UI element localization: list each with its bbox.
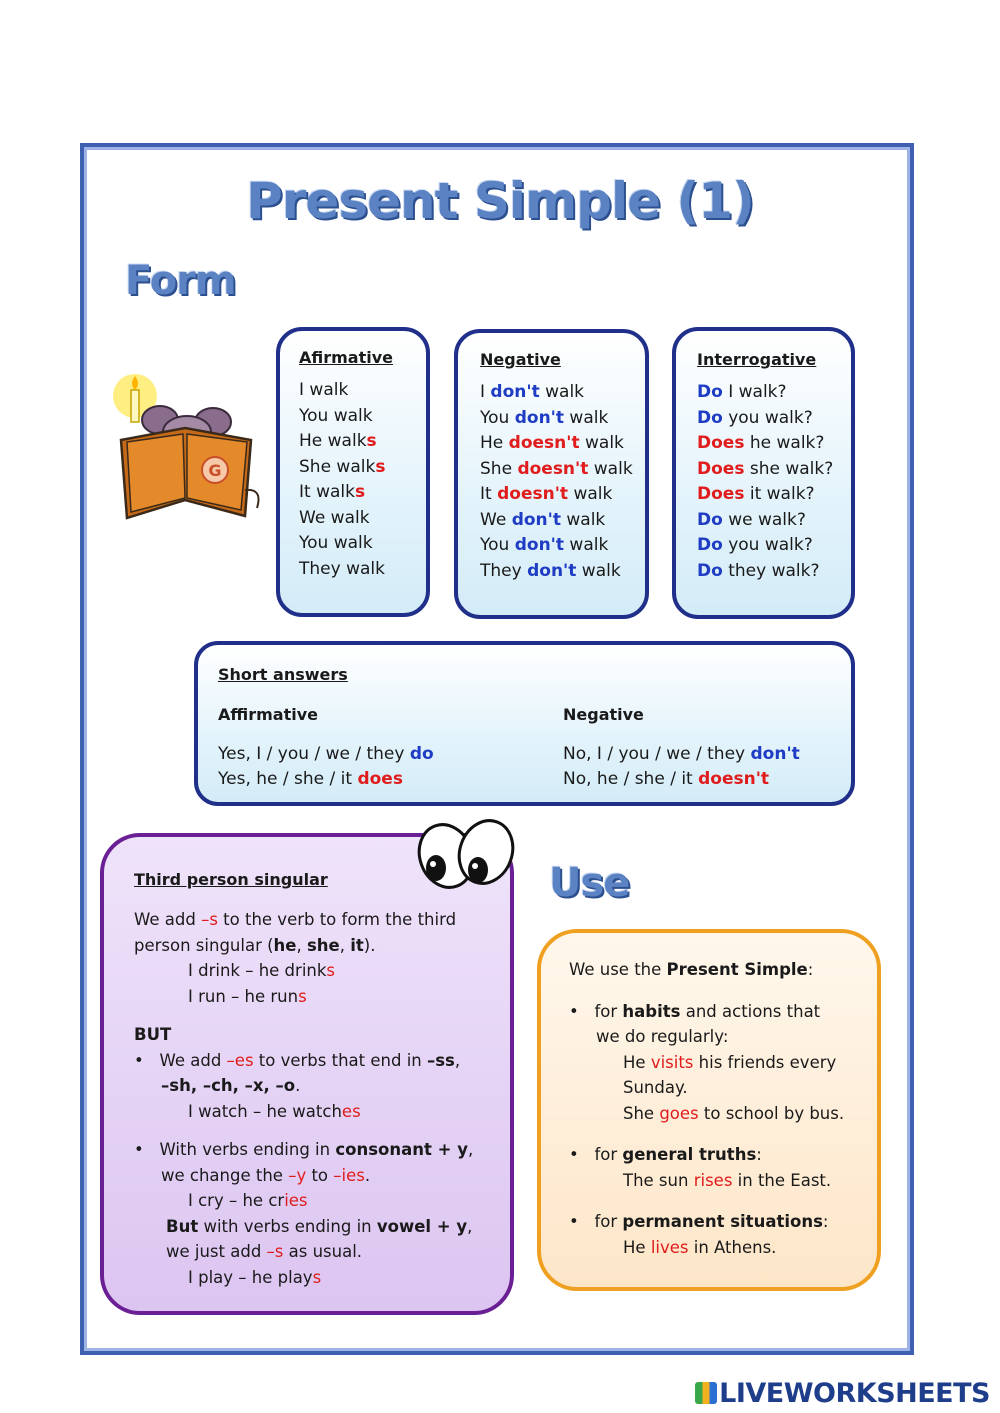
negative-box [454,329,649,619]
use-example-lives: He lives in Athens. [623,1237,777,1257]
use-intro: We use the Present Simple: [569,960,814,979]
use-heading: Use [549,860,630,906]
short-answers-box [194,641,855,806]
int-line-2: Does he walk? [697,433,825,453]
aff-line-6: You walk [299,533,373,553]
bullet-icon: • [134,1050,144,1070]
negative-header: Negative [480,350,561,369]
sa-affirmative-title: Affirmative [218,705,318,724]
sa-neg-line-2: No, he / she / it doesn't [563,769,770,789]
neg-line-4: It doesn't walk [480,484,613,504]
sa-neg-line-1: No, I / you / we / they don't [563,744,800,764]
third-person-header: Third person singular [134,870,328,889]
int-line-7: Do they walk? [697,560,820,581]
use-example-sunday: Sunday. [623,1078,688,1097]
tp-example-play: I play – he plays [188,1267,322,1287]
affirmative-box [276,327,430,617]
neg-line-1: You don't walk [480,407,609,428]
tp-bullet-2-line-2: we change the –y to –ies. [161,1165,371,1185]
int-line-1: Do you walk? [697,407,813,428]
bullet-icon: • [569,1212,579,1231]
aff-line-0: I walk [299,380,349,400]
aff-line-2: He walks [299,431,377,451]
book-mouse-illustration [105,370,267,530]
sa-aff-line-1: Yes, I / you / we / they do [218,744,434,764]
use-item-3: • for permanent situations: [569,1212,829,1231]
int-line-6: Do you walk? [697,535,813,555]
use-item-1-line-1: • for habits and actions that [569,1001,821,1021]
neg-line-0: I don't walk [480,382,585,402]
tp-example-cry: I cry – he cries [188,1191,308,1210]
tp-paragraph-line-1: We add –s to the verb to form the third [134,910,457,929]
use-item-1-line-2: we do regularly: [596,1027,729,1046]
neg-line-7: They don't walk [480,560,621,581]
interrogative-box [672,327,855,619]
tp-but: BUT [134,1025,172,1044]
tp-bullet-1-line-1: • We add –es to verbs that end in –ss, [134,1050,461,1070]
tp-but-vowel-line-1: But with verbs ending in vowel + y, [166,1216,473,1236]
use-example-visits: He visits his friends every [623,1052,837,1072]
use-item-2: • for general truths: [569,1145,762,1164]
neg-line-6: You don't walk [480,535,609,555]
sa-aff-line-2: Yes, he / she / it does [218,769,403,789]
use-box [537,929,881,1291]
tp-but-vowel-line-2: we just add –s as usual. [166,1242,363,1261]
tp-paragraph-line-2: person singular (he, she, it). [134,935,376,955]
neg-line-5: We don't walk [480,509,606,530]
tp-example-run: I run – he runs [188,986,307,1006]
neg-line-2: He doesn't walk [480,433,624,453]
int-line-5: Do we walk? [697,509,806,530]
sa-negative-title: Negative [563,705,644,724]
affirmative-header: Afirmative [299,348,394,367]
eyes-icon [410,812,518,894]
interrogative-header: Interrogative [697,350,817,369]
int-line-4: Does it walk? [697,484,815,504]
int-line-0: Do I walk? [697,382,787,402]
bullet-icon: • [569,1145,579,1164]
lws-mark-icon [695,1382,717,1404]
tp-example-watch: I watch – he watches [188,1101,361,1121]
aff-line-1: You walk [299,405,373,426]
liveworksheets-logo: LIVEWORKSHEETS [695,1378,990,1409]
neg-line-3: She doesn't walk [480,458,633,479]
aff-line-3: She walks [299,456,386,477]
int-line-3: Does she walk? [697,458,834,479]
aff-line-5: We walk [299,507,370,528]
tp-bullet-1-line-2: –sh, –ch, –x, –o. [161,1076,301,1095]
tp-bullet-2-line-1: • With verbs ending in consonant + y, [134,1140,474,1159]
aff-line-4: It walks [299,482,366,502]
use-example-goes: She goes to school by bus. [623,1103,845,1123]
short-answers-header: Short answers [218,665,348,684]
page-title: Present Simple (1) [246,172,754,230]
aff-line-7: They walk [299,558,385,579]
use-example-rises: The sun rises in the East. [623,1170,832,1190]
bullet-icon: • [134,1140,144,1159]
svg-text:G: G [208,461,222,480]
tp-example-drink: I drink – he drinks [188,961,336,980]
form-heading: Form [125,258,236,304]
third-person-box [100,833,514,1315]
bullet-icon: • [569,1001,579,1021]
